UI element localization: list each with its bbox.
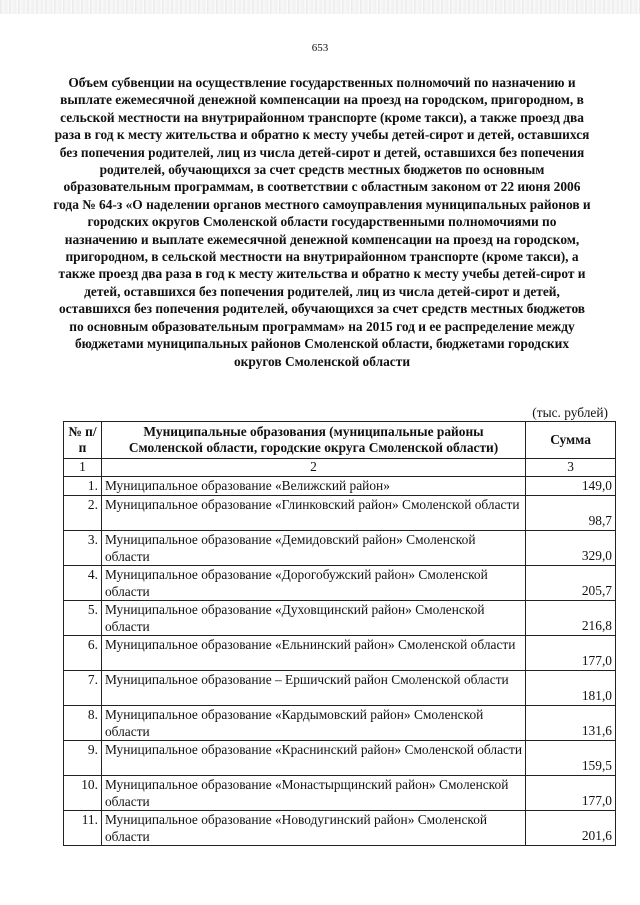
municipality-name: Муниципальное образование «Монастырщинский район» Смоленской области [101, 776, 525, 811]
table-row [64, 531, 616, 566]
table-row [64, 776, 616, 811]
column-index-row [64, 459, 616, 477]
header-num: № п/п [64, 422, 102, 459]
amount: 216,8 [526, 601, 616, 636]
amount: 181,0 [526, 671, 616, 706]
table-row [64, 601, 616, 636]
municipality-name: Муниципальное образование – Ершичский район Смоленской области [101, 671, 525, 706]
row-number: 8. [64, 706, 102, 741]
page-number: 653 [311, 42, 329, 54]
column-index: 3 [526, 459, 616, 477]
column-index: 1 [64, 459, 102, 477]
table-header-row [64, 422, 616, 459]
table-row [64, 496, 616, 531]
column-index: 2 [101, 459, 525, 477]
municipality-name: Муниципальное образование «Кардымовский район» Смоленской области [101, 706, 525, 741]
row-number: 10. [64, 776, 102, 811]
amount: 149,0 [526, 476, 616, 496]
table-row [64, 811, 616, 846]
row-number: 11. [64, 811, 102, 846]
municipality-name: Муниципальное образование «Краснинский район» Смоленской области [101, 741, 525, 776]
header-name: Муниципальные образования (муниципальные районы Смоленской области, городские округа Смоленской области) [101, 422, 525, 459]
municipality-name: Муниципальное образование «Духовщинский район» Смоленской области [101, 601, 525, 636]
row-number: 6. [64, 636, 102, 671]
units-label: (тыс. рублей) [532, 405, 608, 420]
header-sum: Сумма [526, 422, 616, 459]
row-number: 5. [64, 601, 102, 636]
row-number: 9. [64, 741, 102, 776]
row-number: 4. [64, 566, 102, 601]
amount: 205,7 [526, 566, 616, 601]
amount: 329,0 [526, 531, 616, 566]
amount: 98,7 [526, 496, 616, 531]
scan-artifact [0, 0, 640, 14]
municipality-name: Муниципальное образование «Велижский район» [101, 476, 525, 496]
municipality-name: Муниципальное образование «Демидовский район» Смоленской области [101, 531, 525, 566]
amount: 201,6 [526, 811, 616, 846]
row-number: 2. [64, 496, 102, 531]
row-number: 7. [64, 671, 102, 706]
row-number: 3. [64, 531, 102, 566]
row-number: 1. [64, 476, 102, 496]
table-row [64, 476, 616, 496]
amount: 131,6 [526, 706, 616, 741]
table-row [64, 636, 616, 671]
amount: 177,0 [526, 776, 616, 811]
amount: 177,0 [526, 636, 616, 671]
municipality-name: Муниципальное образование «Ельнинский район» Смоленской области [101, 636, 525, 671]
table-row [64, 566, 616, 601]
municipality-name: Муниципальное образование «Новодугинский район» Смоленской области [101, 811, 525, 846]
municipality-name: Муниципальное образование «Глинковский район» Смоленской области [101, 496, 525, 531]
table-row [64, 741, 616, 776]
subvention-table [63, 421, 616, 846]
amount: 159,5 [526, 741, 616, 776]
municipality-name: Муниципальное образование «Дорогобужский район» Смоленской области [101, 566, 525, 601]
table-row [64, 671, 616, 706]
table-row [64, 706, 616, 741]
document-title: Объем субвенции на осуществление государственных полномочий по назначению и выплате ежемесячной денежной компенсации на проезд на городском, пригородном, в сельской местности на внутрирайонном транспорте (кроме такси), а также проезд два раза в год к месту жительства и обратно к месту учебы детей-сирот и детей, оставшихся без попечения родителей, лиц из числа детей-сирот и детей, оставшихся без попечения родителей, обучающихся за счет средств местных бюджетов по основным образовательным программам, в соответствии с областным законом от 22 июня 2006 года № 64-з «О наделении органов местного самоуправления муниципальных районов и городских округов Смоленской области государственными полномочиями по назначению и выплате ежемесячной денежной компенсации на проезд на городском, пригородном, в сельской местности на внутрирайонном транспорте (кроме такси), а также проезд два раза в год к месту жительства и обратно к месту учебы детей-сирот и детей, оставшихся без попечения родителей, лиц из числа детей-сирот и детей, оставшихся без попечения родителей, обучающихся за счет средств местных бюджетов по основным образовательным программам» на 2015 год и ее распределение между бюджетами муниципальных районов Смоленской области, бюджетами городских округов Смоленской области [53, 75, 591, 369]
